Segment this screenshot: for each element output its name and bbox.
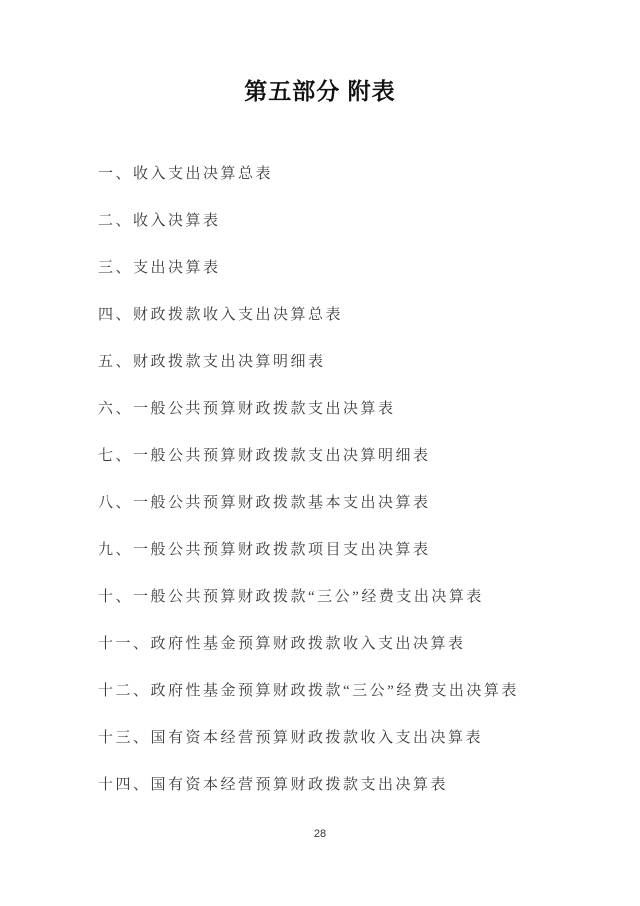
- list-item: 一、收入支出决算总表: [98, 166, 274, 182]
- list-item: 四、财政拨款收入支出决算总表: [98, 307, 344, 323]
- list-item: 十、一般公共预算财政拨款“三公”经费支出决算表: [98, 589, 484, 605]
- list-item: 六、一般公共预算财政拨款支出决算表: [98, 401, 396, 417]
- list-item: 五、财政拨款支出决算明细表: [98, 354, 326, 370]
- list-item: 八、一般公共预算财政拨款基本支出决算表: [98, 495, 431, 511]
- list-item: 二、收入决算表: [98, 213, 221, 229]
- appendix-table-list: [98, 151, 640, 809]
- list-item: 十四、国有资本经营预算财政拨款支出决算表: [98, 777, 449, 793]
- list-item: 十三、国有资本经营预算财政拨款收入支出决算表: [98, 730, 484, 746]
- page-title: 第五部分 附表: [244, 78, 396, 104]
- list-item: 七、一般公共预算财政拨款支出决算明细表: [98, 448, 431, 464]
- list-item: 十一、政府性基金预算财政拨款收入支出决算表: [98, 636, 466, 652]
- list-item: 十二、政府性基金预算财政拨款“三公”经费支出决算表: [98, 683, 519, 699]
- list-item: 九、一般公共预算财政拨款项目支出决算表: [98, 542, 431, 558]
- page-number: 28: [313, 828, 327, 840]
- list-item: 三、支出决算表: [98, 260, 221, 276]
